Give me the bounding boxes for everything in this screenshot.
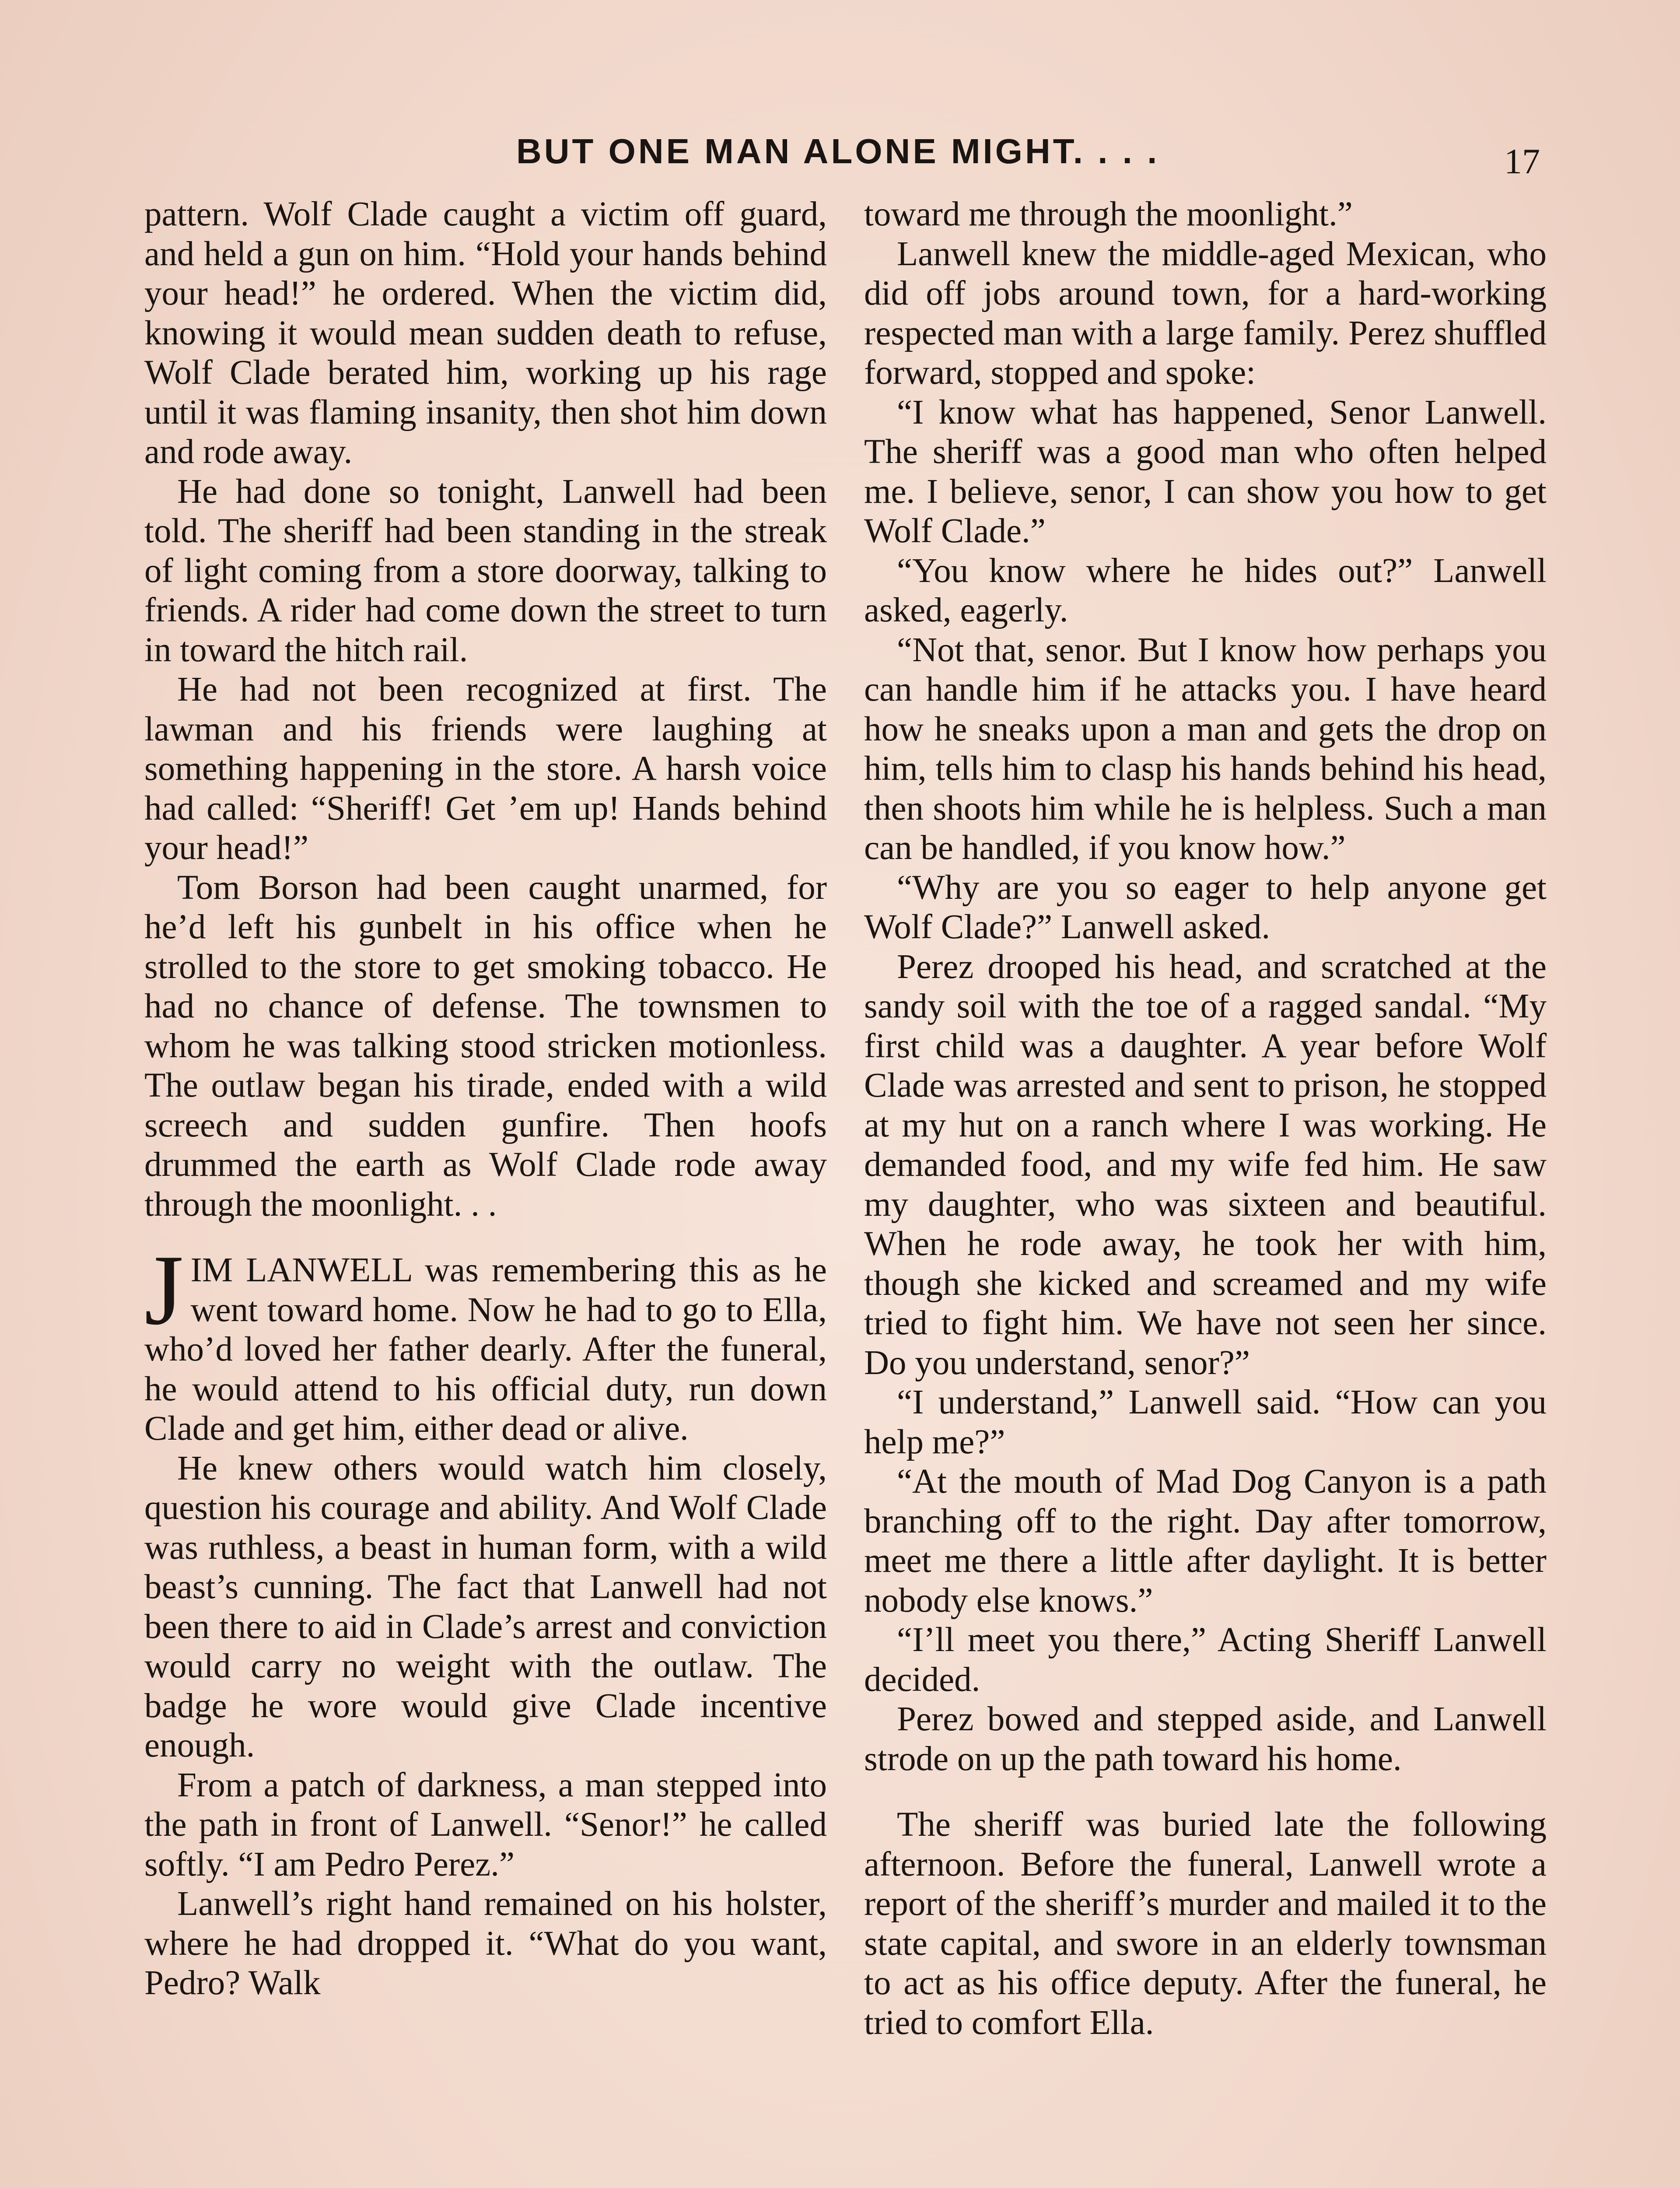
paragraph: The sheriff was buried late the following afternoon. Before the funeral, Lanwell wrote a report of the sheriff’s murder and mailed it to the state capital, and swore in an elderly townsman to act as his office deputy. After the funeral, he tried to comfort Ella.: [864, 1806, 1547, 2042]
running-header-title: BUT ONE MAN ALONE MIGHT. . . .: [516, 132, 1160, 171]
paragraph: He had done so tonight, Lanwell had been told. The sheriff had been standing in the streak of light coming from a store doorway, talking to friends. A rider had come down the street to turn in toward the hitch rail.: [144, 472, 827, 669]
paragraph: “I’ll meet you there,” Acting Sheriff Lanwell decided.: [864, 1621, 1547, 1699]
paragraph: pattern. Wolf Clade caught a victim off guard, and held a gun on him. “Hold your hands behind your head!” he ordered. When the victim did, knowing it would mean sudden death to refuse, Wolf Clade berated him, working up his rage until it was flaming insanity, then shot him down and rode away.: [144, 195, 827, 471]
page-number: 17: [1504, 141, 1540, 181]
paragraph: Tom Borson had been caught unarmed, for he’d left his gunbelt in his office when he strolled to the store to get smoking tobacco. He had no chance of defense. The townsmen to whom he was talking stood stricken motionless. The outlaw began his tirade, ended with a wild screech and sudden gunfire. Then hoofs drummed the earth as Wolf Clade rode away through the moonlight. . .: [144, 868, 827, 1224]
paragraph: “Not that, senor. But I know how perhaps you can handle him if he attacks you. I have heard how he sneaks upon a man and gets the drop on him, tells him to clasp his hands behind his head, then shoots him while he is helpless. Such a man can be handled, if you know how.”: [864, 631, 1547, 867]
paragraph: Lanwell’s right hand remained on his holster, where he had dropped it. “What do you want, Pedro? Walk: [144, 1885, 827, 2002]
paragraph: He had not been recognized at first. The lawman and his friends were laughing at something happening in the store. A harsh voice had called: “Sheriff! Get ’em up! Hands behind your head!”: [144, 670, 827, 867]
dropcap-paragraph: [144, 1234, 827, 1449]
paragraph: Perez drooped his head, and scratched at the sandy soil with the toe of a ragged sandal. “My first child was a daughter. A year before Wolf Clade was arrested and sent to prison, he stopped at my hut on a ranch where I was working. He demanded food, and my wife fed him. He saw my daughter, who was sixteen and beautiful. When he rode away, he took her with him, though she kicked and screamed and my wife tried to fight him. We have not seen her since. Do you understand, senor?”: [864, 947, 1547, 1382]
dropcap-lead-words: IM LANWELL: [190, 1251, 412, 1289]
dropcap-rest: was remembering this as he went toward home. Now he had to go to Ella, who’d loved her father dearly. After the funeral, he would attend to his official duty, run down Clade and get him, either dead or alive.: [144, 1251, 827, 1448]
paragraph: Perez bowed and stepped aside, and Lanwell strode on up the path toward his home.: [864, 1700, 1547, 1778]
dropcap-letter: J: [144, 1234, 184, 1346]
paragraph: “At the mouth of Mad Dog Canyon is a path branching off to the right. Day after tomorrow, meet me there a little after daylight. It is better nobody else knows.”: [864, 1462, 1547, 1620]
paragraph: From a patch of darkness, a man stepped into the path in front of Lanwell. “Senor!” he called softly. “I am Pedro Perez.”: [144, 1766, 827, 1883]
paragraph: Lanwell knew the middle-aged Mexican, who did off jobs around town, for a hard-working respected man with a large family. Perez shuffled forward, stopped and spoke:: [864, 235, 1547, 392]
paragraph: “Why are you so eager to help anyone get Wolf Clade?” Lanwell asked.: [864, 868, 1547, 946]
left-column: [144, 195, 827, 2003]
paragraph: “I know what has happened, Senor Lanwell. The sheriff was a good man who often helped me. I believe, senor, I can show you how to get Wolf Clade.”: [864, 393, 1547, 550]
paragraph: toward me through the moonlight.”: [864, 195, 1353, 233]
paragraph: “You know where he hides out?” Lanwell asked, eagerly.: [864, 551, 1547, 629]
paragraph: “I understand,” Lanwell said. “How can you help me?”: [864, 1383, 1547, 1461]
paragraph: He knew others would watch him closely, question his courage and ability. And Wolf Clade was ruthless, a beast in human form, with a wild beast’s cunning. The fact that Lanwell had not been there to aid in Clade’s arrest and conviction would carry no weight with the outlaw. The badge he wore would give Clade incentive enough.: [144, 1449, 827, 1764]
right-column: [864, 195, 1547, 2043]
